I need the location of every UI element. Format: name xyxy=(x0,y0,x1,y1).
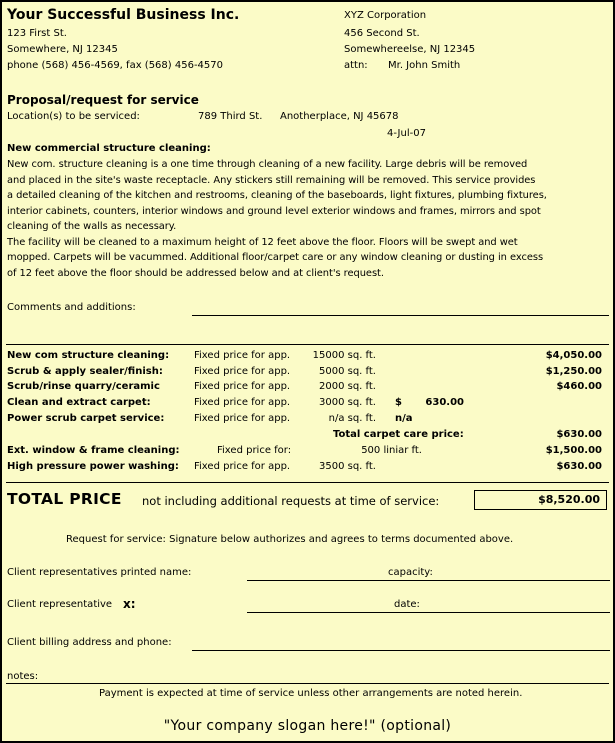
rep-x-mark: x: xyxy=(123,597,136,611)
service-qty: 15000 sq. ft. xyxy=(312,350,376,361)
service-basis: Fixed price for app. xyxy=(194,366,291,377)
total-label: TOTAL PRICE xyxy=(7,490,122,508)
service-qty: n/a sq. ft. xyxy=(328,413,376,424)
notes-line[interactable] xyxy=(6,683,609,684)
service-name: Power scrub carpet service: xyxy=(7,413,165,424)
printed-name-label: Client representatives printed name: xyxy=(7,567,192,578)
service-qty: 2000 sq. ft. xyxy=(319,381,376,392)
company-street: 123 First St. xyxy=(7,28,67,39)
service-name: Scrub/rinse quarry/ceramic xyxy=(7,381,160,392)
comments-label: Comments and additions: xyxy=(7,302,136,313)
company-city: Somewhere, NJ 12345 xyxy=(7,44,118,55)
client-city: Somewhereelse, NJ 12345 xyxy=(344,44,476,55)
comments-line[interactable] xyxy=(192,315,609,316)
description-line: a detailed cleaning of the kitchen and restrooms, cleaning of the baseboards, light fixtures, plumbing fixtures, xyxy=(7,190,547,201)
description-body xyxy=(7,157,603,281)
proposal-heading: Proposal/request for service xyxy=(7,93,199,107)
service-price: $1,250.00 xyxy=(545,366,602,377)
printed-name-line[interactable] xyxy=(247,580,610,581)
company-name: Your Successful Business Inc. xyxy=(7,7,240,23)
description-line: and placed in the site's waste receptacle. Any stickers still remaining will be removed. This service provides xyxy=(7,174,536,186)
service-basis: Fixed price for app. xyxy=(194,381,291,392)
client-street: 456 Second St. xyxy=(344,28,420,39)
capacity-label: capacity: xyxy=(388,567,433,578)
service-price: $4,050.00 xyxy=(545,350,602,361)
client-name: XYZ Corporation xyxy=(344,10,427,21)
location-value: 789 Third St. xyxy=(198,111,263,122)
carpet-total-label: Total carpet care price: xyxy=(333,429,464,440)
notes-label: notes: xyxy=(7,671,39,682)
description-line: cleaning of the walls as necessary. xyxy=(7,221,177,232)
location-label: Location(s) to be serviced: xyxy=(7,111,140,122)
carpet-sub-currency: $ xyxy=(395,397,402,408)
rep-label: Client representative xyxy=(7,599,113,610)
description-line: The facility will be cleaned to a maximum height of 12 feet above the floor. Floors will be swept and wet xyxy=(7,236,518,248)
client-attn-label: attn: xyxy=(344,60,368,71)
service-name: Scrub & apply sealer/finish: xyxy=(7,366,163,377)
window-service-name: Ext. window & frame cleaning: xyxy=(7,445,180,456)
service-basis: Fixed price for app. xyxy=(194,350,291,361)
table-divider xyxy=(6,482,609,483)
description-line: interior cabinets, counters, interior windows and ground level exterior windows and frames, mirrors and spot xyxy=(7,205,541,217)
power-wash-price: $630.00 xyxy=(556,461,602,472)
service-name: New com structure cleaning: xyxy=(7,350,170,361)
service-price: $460.00 xyxy=(556,381,602,392)
billing-line[interactable] xyxy=(192,650,610,651)
window-service-basis: Fixed price for: xyxy=(217,445,292,456)
payment-note: Payment is expected at time of service unless other arrangements are noted herein. xyxy=(99,688,523,699)
location-city: Anotherplace, NJ 45678 xyxy=(280,111,399,122)
window-service-qty: 500 liniar ft. xyxy=(361,445,422,456)
window-service-price: $1,500.00 xyxy=(545,445,602,456)
date-label: date: xyxy=(394,599,420,610)
service-name: Clean and extract carpet: xyxy=(7,397,151,408)
client-attn-name: Mr. John Smith xyxy=(388,60,461,71)
power-wash-name: High pressure power washing: xyxy=(7,461,179,472)
signature-line[interactable] xyxy=(247,612,610,613)
carpet-sub-value: n/a xyxy=(395,413,413,424)
description-line: of 12 feet above the floor should be addressed below and at client's request. xyxy=(7,267,384,279)
total-value: $8,520.00 xyxy=(474,490,607,510)
service-basis: Fixed price for app. xyxy=(194,413,291,424)
total-note: not including additional requests at time of service: xyxy=(142,494,440,508)
carpet-total-price: $630.00 xyxy=(556,429,602,440)
comments-divider xyxy=(6,344,609,345)
service-qty: 5000 sq. ft. xyxy=(319,366,376,377)
description-heading: New commercial structure cleaning: xyxy=(7,143,211,154)
proposal-date: 4-Jul-07 xyxy=(387,128,426,139)
description-line: New com. structure cleaning is a one time through cleaning of a new facility. Large debris will be removed xyxy=(7,159,528,170)
power-wash-basis: Fixed price for app. xyxy=(194,461,291,472)
signature-intro: Request for service: Signature below authorizes and agrees to terms documented above. xyxy=(66,534,514,545)
power-wash-qty: 3500 sq. ft. xyxy=(319,461,376,472)
company-phone: phone (568) 456-4569, fax (568) 456-4570 xyxy=(7,60,224,71)
company-slogan: "Your company slogan here!" (optional) xyxy=(163,718,452,734)
service-qty: 3000 sq. ft. xyxy=(319,397,376,408)
carpet-sub-value: 630.00 xyxy=(425,397,464,408)
description-line: mopped. Carpets will be vacummed. Additional floor/carpet care or any window cleaning or dusting in excess xyxy=(7,252,544,263)
service-basis: Fixed price for app. xyxy=(194,397,291,408)
billing-label: Client billing address and phone: xyxy=(7,637,172,648)
